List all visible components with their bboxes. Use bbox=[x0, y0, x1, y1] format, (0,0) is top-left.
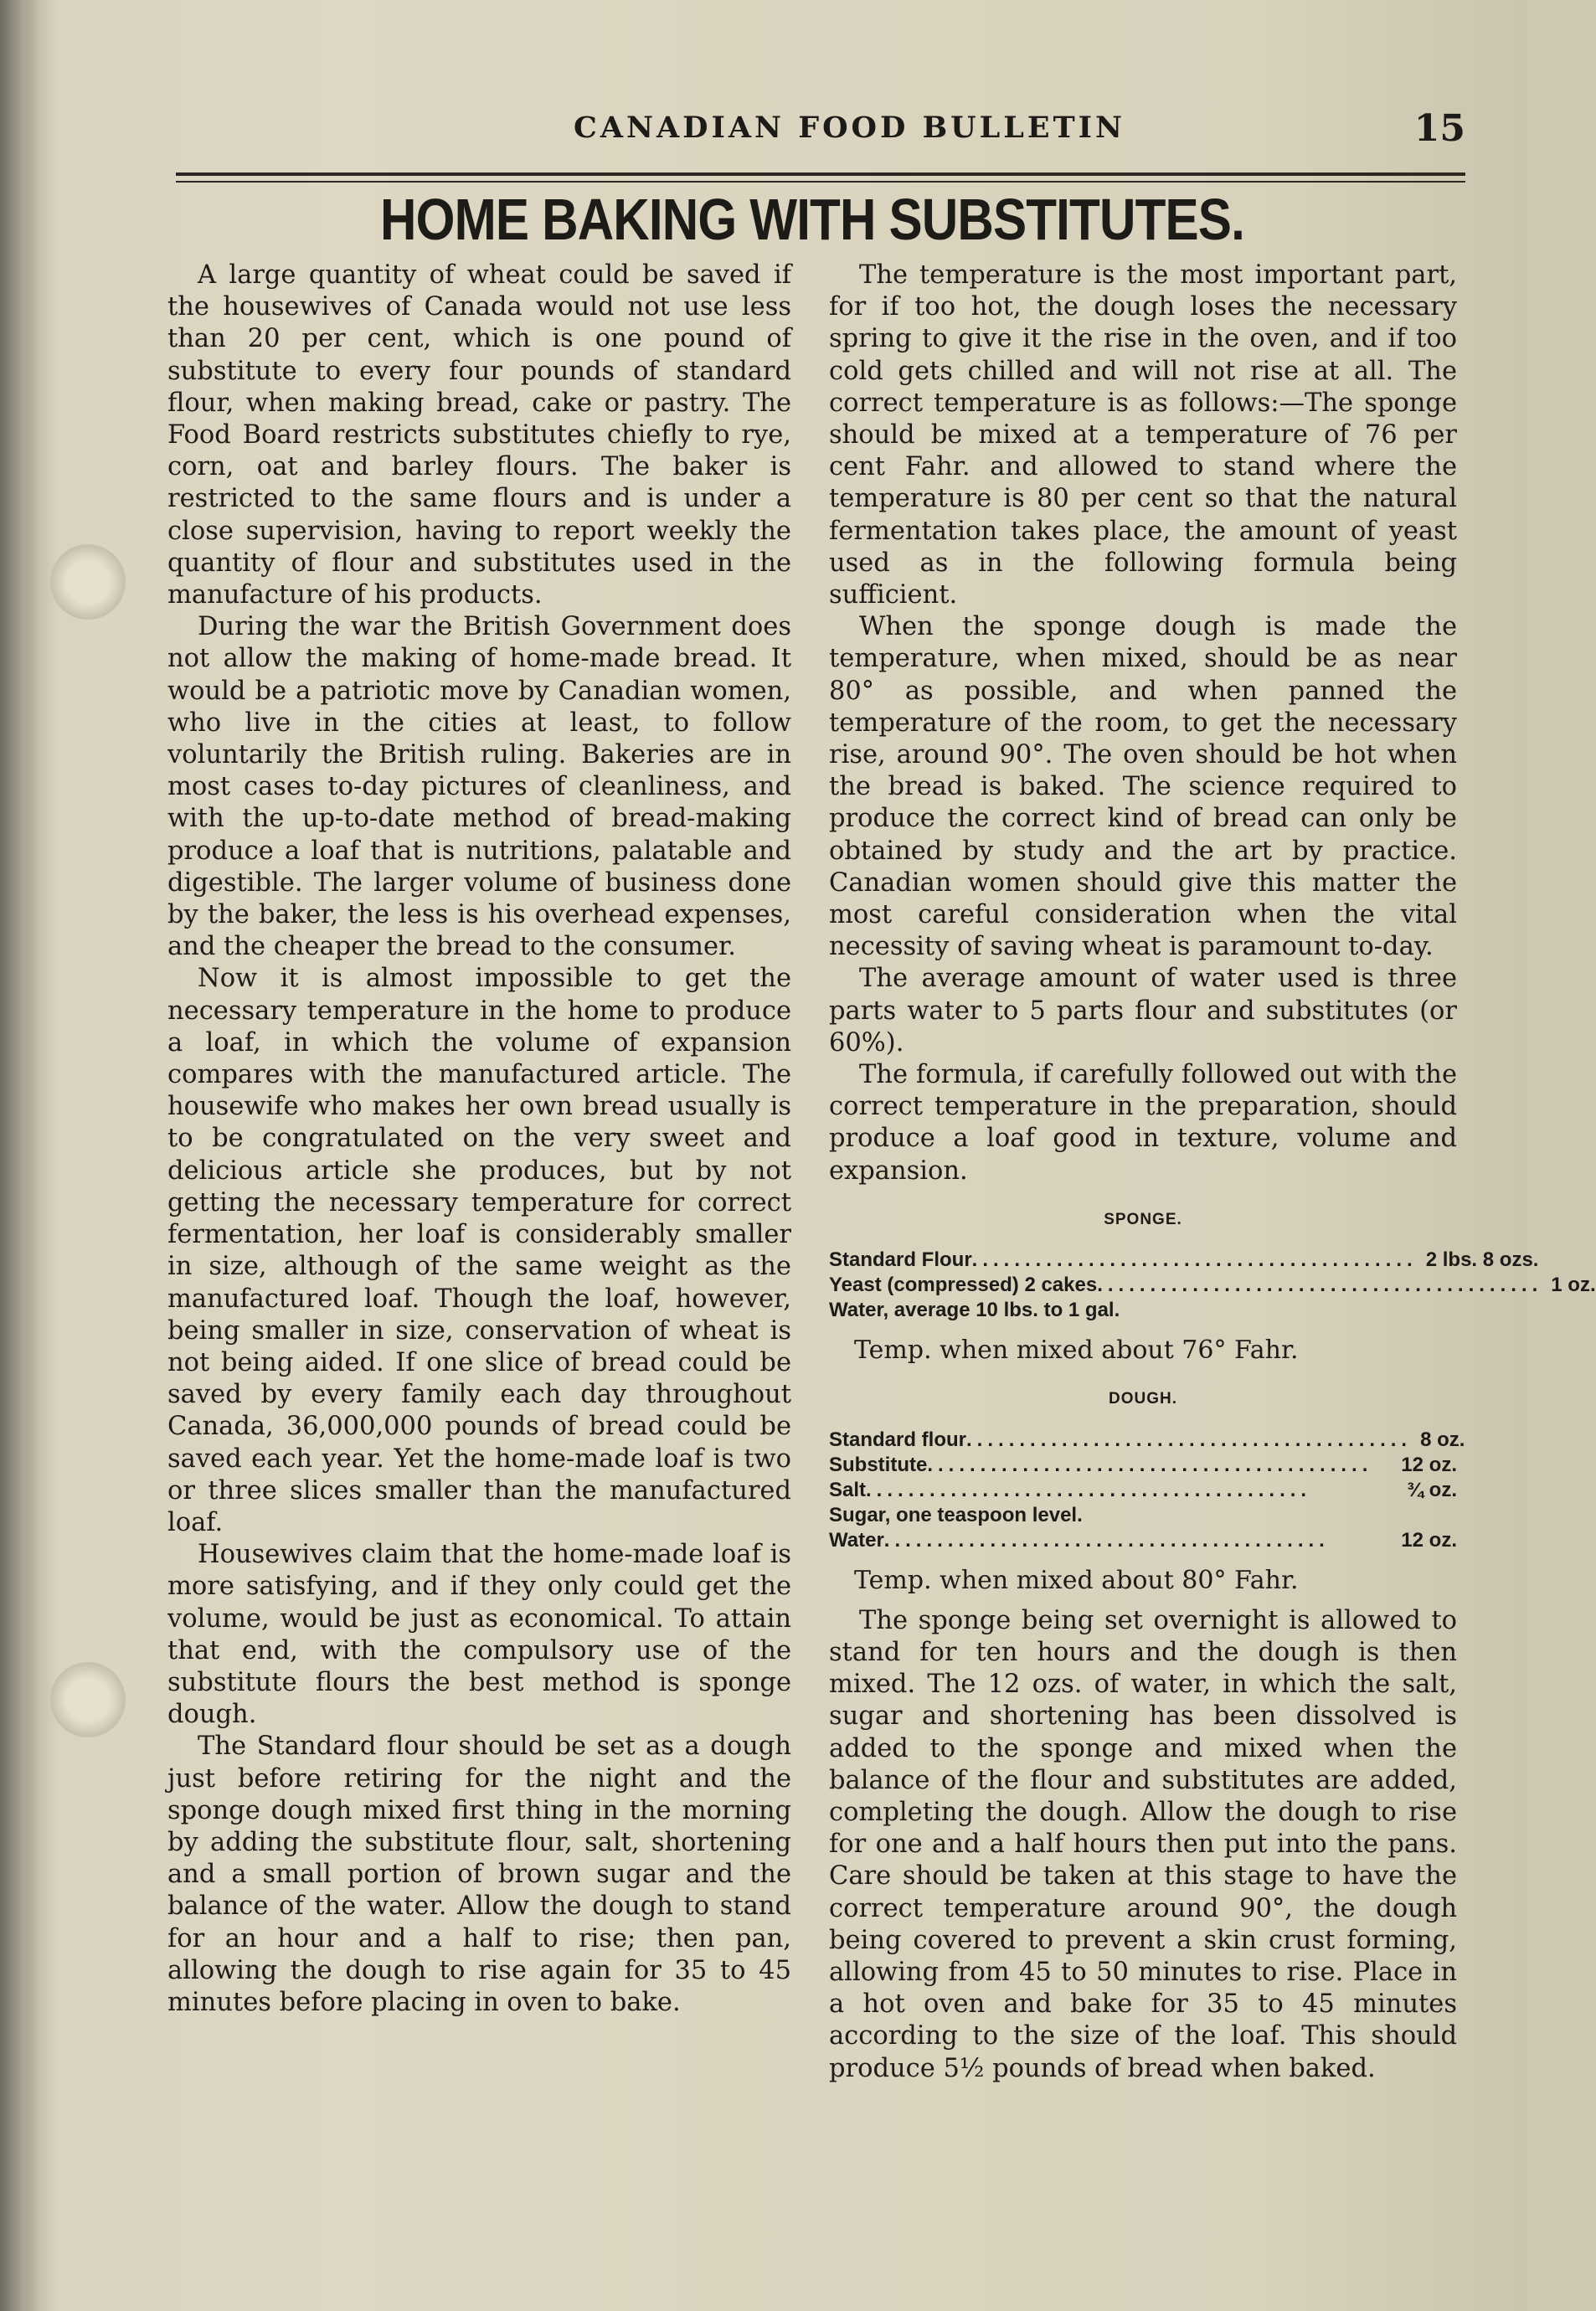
ingredient-name: Standard flour bbox=[829, 1428, 967, 1451]
paragraph: The sponge being set overnight is allowed to stand for ten hours and the dough is then mixed. The 12 ozs. of water, in which the salt, sugar and shortening has been dissolved is added to the sponge and mixed when the balance of the flour and substitutes are added, completing the dough. Allow the dough to rise for one and a half hours then put into the pans. Care should be taken at this stage to have the correct temperature around 90°, the dough being covered to prevent a skin crust forming, allowing from 45 to 50 minutes to rise. Place in a hot oven and bake for 35 to 45 minutes according to the size of the loaf. This should produce 5½ pounds of bread when baked. bbox=[829, 1605, 1457, 2083]
ingredient-qty: 2 lbs. 8 ozs. bbox=[1425, 1248, 1539, 1272]
ingredient-name: Standard Flour bbox=[829, 1248, 972, 1272]
sponge-temperature: Temp. when mixed about 76° Fahr. bbox=[854, 1336, 1299, 1366]
sponge-recipe bbox=[829, 1204, 1596, 1367]
ingredient-qty: 8 oz. bbox=[1420, 1428, 1465, 1451]
ingredient-name: Water bbox=[829, 1528, 884, 1552]
paragraph: The average amount of water used is three parts water to 5 parts flour and substitutes (or 60%). bbox=[829, 964, 1457, 1058]
running-header bbox=[176, 107, 1465, 157]
ingredient-row: Water .......................................... 12 oz. bbox=[829, 1528, 1457, 1552]
header-rule bbox=[176, 172, 1465, 183]
dough-recipe bbox=[829, 1383, 1465, 1596]
paragraph: Housewives claim that the home-made loaf is more satisfying, and if they only could get the volume, would be just as economical. To attain that end, with the compulsory use of the substitute flours the best method is sponge dough. bbox=[167, 1540, 791, 1730]
paragraph: During the war the British Government does not allow the making of home-made bread. It would be a patriotic move by Canadian women, who live in the cities at least, to follow voluntarily the British ruling. Bakeries are in most cases to-day pictures of cleanliness, and with the up-to-date method of bread-making produce a loaf that is nutritions, palatable and digestible. The larger volume of business done by the baker, the less is his overhead expenses, and the cheaper the bread to the consumer. bbox=[167, 612, 791, 962]
punch-hole bbox=[50, 1662, 126, 1737]
ingredient-row bbox=[829, 1298, 1457, 1323]
paragraph: When the sponge dough is made the temperature, when mixed, should be as near 80° as possible, and when panned the temperature of the room, to get the necessary rise, around 90°. The oven should be hot when the bread is baked. The science required to produce the correct kind of bread can only be obtained by study and the art by practice. Canadian women should give this matter the most careful consideration when the vital necessity of saving wheat is paramount to-day. bbox=[829, 612, 1457, 962]
ingredient-qty: 12 oz. bbox=[1401, 1453, 1457, 1476]
dough-temperature: Temp. when mixed about 80° Fahr. bbox=[854, 1565, 1299, 1595]
sponge-heading: SPONGE. bbox=[1104, 1210, 1182, 1228]
ingredient-name: Substitute bbox=[829, 1453, 928, 1476]
ingredient-row: Salt .......................................... ¾ oz. bbox=[829, 1478, 1457, 1501]
article-title: HOME BAKING WITH SUBSTITUTES. bbox=[380, 187, 1244, 252]
ingredient-name: Salt bbox=[829, 1478, 867, 1501]
binding-spine bbox=[0, 0, 39, 2311]
dough-heading: DOUGH. bbox=[1109, 1390, 1177, 1408]
paragraph: The formula, if carefully followed out with the correct temperature in the preparation, should produce a loaf good in texture, volume and expansion. bbox=[829, 1060, 1457, 1186]
journal-title: CANADIAN FOOD BULLETIN bbox=[574, 111, 1125, 145]
ingredient-row: Substitute .......................................... 12 oz. bbox=[829, 1453, 1457, 1476]
ingredient-name: Water, average 10 lbs. to 1 gal. bbox=[829, 1299, 1120, 1322]
ingredient-row bbox=[829, 1503, 1457, 1528]
ingredient-name: Yeast (compressed) 2 cakes bbox=[829, 1274, 1098, 1297]
ingredient-row: Standard flour .......................................... 8 oz. bbox=[829, 1428, 1465, 1451]
paragraph: A large quantity of wheat could be saved if the housewives of Canada would not use less than 20 per cent, which is one pound of substitute to every four pounds of standard flour, when making bread, cake or pastry. The Food Board restricts substitutes chiefly to rye, corn, oat and barley flours. The baker is restricted to the same flours and is under a close supervision, having to report weekly the quantity of flour and substitutes used in the manufacture of his products. bbox=[167, 260, 791, 610]
ingredient-row: Yeast (compressed) 2 cakes .......................................... 1 oz. bbox=[829, 1274, 1596, 1297]
ingredient-row: Standard Flour .......................................... 2 lbs. 8 ozs. bbox=[829, 1248, 1539, 1272]
paragraph: The temperature is the most important part, for if too hot, the dough loses the necessary spring to give it the rise in the oven, and if too cold gets chilled and will not rise at all. The correct temperature is as follows:—The sponge should be mixed at a temperature of 76 per cent Fahr. and allowed to stand where the temperature is 80 per cent so that the natural fermentation takes place, the amount of yeast used as in the following formula being sufficient. bbox=[829, 260, 1457, 610]
ingredient-qty: ¾ oz. bbox=[1406, 1478, 1457, 1501]
paragraph: The Standard flour should be set as a dough just before retiring for the night and the sponge dough mixed first thing in the morning by adding the substitute flour, salt, shortening and a small portion of brown sugar and the balance of the water. Allow the dough to stand for an hour and a half to rise; then pan, allowing the dough to rise again for 35 to 45 minutes before placing in oven to bake. bbox=[167, 1732, 791, 2017]
right-column bbox=[829, 260, 1596, 2085]
left-column bbox=[167, 260, 791, 2019]
ingredient-qty: 12 oz. bbox=[1401, 1528, 1457, 1552]
paragraph: Now it is almost impossible to get the necessary temperature in the home to produce a loaf, in which the volume of expansion compares with the manufactured article. The housewife who makes her own bread usually is to be congratulated on the very sweet and delicious article she produces, but by not getting the necessary temperature for correct fermentation, her loaf is considerably smaller in size, although of the same weight as the manufactured loaf. Though the loaf, however, being smaller in size, conservation of wheat is not being aided. If one slice of bread could be saved by every family each day throughout Canada, 36,000,000 pounds of bread could be saved each year. Yet the home-made loaf is two or three slices smaller than the manufactured loaf. bbox=[167, 964, 791, 1537]
ingredient-qty: 1 oz. bbox=[1551, 1274, 1596, 1297]
punch-hole bbox=[50, 544, 126, 620]
page-number: 15 bbox=[1413, 107, 1465, 150]
ingredient-name: Sugar, one teaspoon level. bbox=[829, 1503, 1083, 1526]
